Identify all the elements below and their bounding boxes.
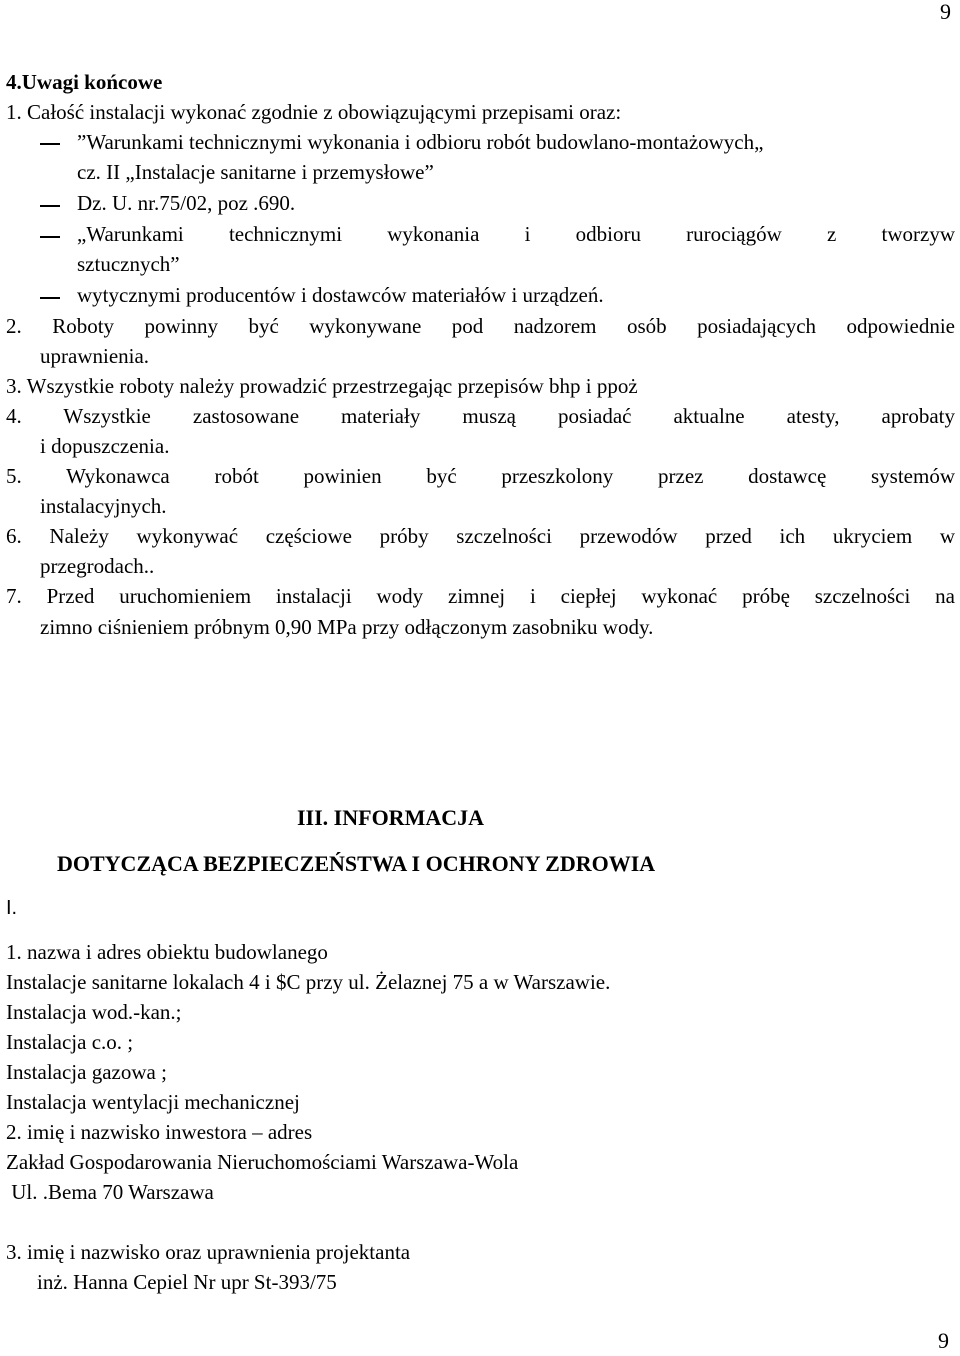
page-number-bottom: 9 (938, 1328, 949, 1353)
word: i (524, 222, 531, 246)
section-title-line1: III. INFORMACJA (297, 805, 484, 830)
info-line: Zakład Gospodarowania Nieruchomościami Warszawa-Wola (6, 1150, 519, 1174)
word: rurociągów (686, 222, 782, 246)
list-item-7-line1: 7. Przed uruchomieniem instalacji wody zimnej i ciepłej wykonać próbę szczelności na (6, 584, 955, 608)
list-item-4-line1: 4. Wszystkie zastosowane materiały muszą posiadać aktualne atesty, aprobaty (6, 404, 955, 428)
word: tworzyw (881, 222, 955, 246)
list-item-4-line2: i dopuszczenia. (40, 434, 170, 458)
info-line: Instalacje sanitarne lokalach 4 i $C przy ul. Żelaznej 75 a w Warszawie. (6, 970, 611, 994)
list-item-1-sub2: Dz. U. nr.75/02, poz .690. (77, 191, 296, 215)
word: wykonania (387, 222, 480, 246)
list-item-2-line1: 2. Roboty powinny być wykonywane pod nadzorem osób posiadających odpowiednie (6, 314, 955, 338)
dash-bullet (40, 236, 60, 238)
list-item-1: 1. Całość instalacji wykonać zgodnie z obowiązującymi przepisami oraz: (6, 100, 622, 124)
word: odbioru (575, 222, 641, 246)
list-item-6-line2: przegrodach.. (40, 554, 155, 578)
section-title-line2: DOTYCZĄCA BEZPIECZEŃSTWA I OCHRONY ZDROWIA (57, 851, 656, 876)
info-line: 2. imię i nazwisko inwestora – adres (6, 1120, 313, 1144)
info-line: Ul. .Bema 70 Warszawa (6, 1180, 214, 1204)
info-line: Instalacja gazowa ; (6, 1060, 167, 1084)
word: technicznymi (228, 222, 343, 246)
list-item-1-sub1-line2: cz. II „Instalacje sanitarne i przemysłowe” (77, 160, 434, 184)
designer-heading: 3. imię i nazwisko oraz uprawnienia projektanta (6, 1240, 411, 1264)
roman-marker: I. (6, 897, 18, 919)
dash-bullet (40, 205, 60, 207)
list-item-1-sub3-line1 (77, 219, 955, 249)
list-item-1-sub4: wytycznymi producentów i dostawców materiałów i urządzeń. (77, 283, 604, 307)
list-item-1-sub1-line1: ”Warunkami technicznymi wykonania i odbioru robót budowlano-montażowych„ (77, 130, 764, 154)
word: „Warunkami (77, 222, 184, 246)
list-item-3: 3. Wszystkie roboty należy prowadzić przestrzegając przepisów bhp i ppoż (6, 374, 638, 398)
list-item-5-line1: 5. Wykonawca robót powinien być przeszkolony przez dostawcę systemów (6, 464, 955, 488)
list-item-1-sub3-line2: sztucznych” (77, 252, 180, 276)
list-item-2-line2: uprawnienia. (40, 344, 150, 368)
list-item-6-line1: 6. Należy wykonywać częściowe próby szczelności przewodów przed ich ukryciem w (6, 524, 955, 548)
section-heading: 4.Uwagi końcowe (6, 70, 163, 94)
designer-name: inż. Hanna Cepiel Nr upr St-393/75 (37, 1270, 337, 1294)
dash-bullet (40, 297, 60, 299)
page-number-top: 9 (940, 0, 951, 24)
info-line: Instalacja wentylacji mechanicznej (6, 1090, 300, 1114)
dash-bullet (40, 143, 60, 145)
list-item-7-line2: zimno ciśnieniem próbnym 0,90 MPa przy odłączonym zasobniku wody. (40, 615, 654, 639)
info-line: Instalacja wod.-kan.; (6, 1000, 182, 1024)
info-line: Instalacja c.o. ; (6, 1030, 134, 1054)
info-line: 1. nazwa i adres obiektu budowlanego (6, 940, 328, 964)
word: z (826, 222, 837, 246)
list-item-5-line2: instalacyjnych. (40, 494, 167, 518)
